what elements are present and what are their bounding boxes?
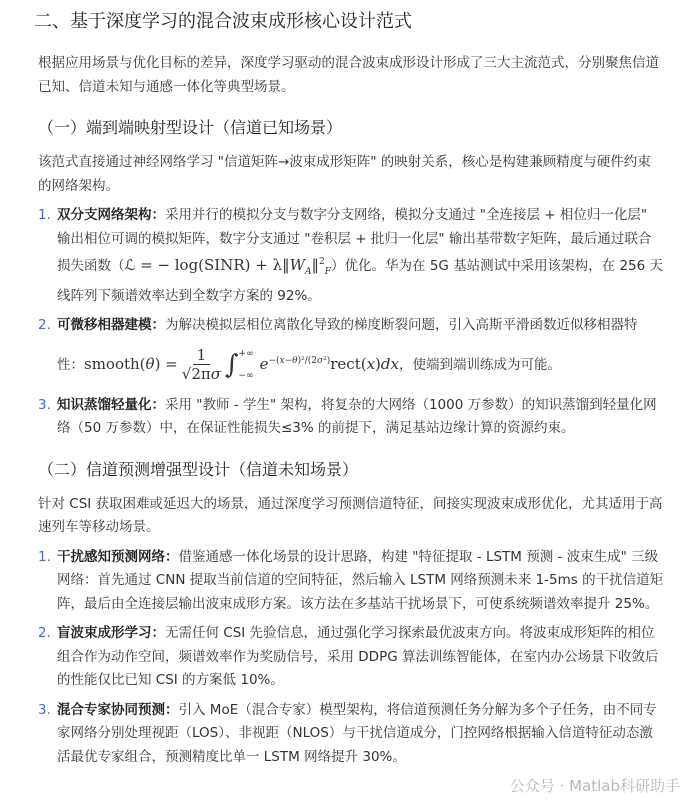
item-text: 采用 "教师 - 学生" 架构，将复杂的大网络（1000 万参数）的知识蒸馏到轻量化网络（50 万参数）中，在保证性能损失≤3% 的前提下，满足基站边缘计算的资源约束。	[57, 396, 657, 436]
item-text: ，使端到端训练成为可能。	[398, 356, 561, 373]
item-text: 为解决模拟层相位离散化导致的梯度断裂问题，引入高斯平滑函数近似移相器特性：	[57, 317, 638, 373]
item-label: 可微移相器建模：	[57, 317, 165, 333]
list-item	[38, 394, 664, 441]
watermark: 公众号 · Matlab科研助手	[509, 777, 680, 795]
list-item	[38, 314, 664, 388]
list-number: 2.	[38, 625, 51, 641]
intro-paragraph: 根据应用场景与优化目标的差异，深度学习驱动的混合波束成形设计形成了三大主流范式，分别聚焦信道已知、信道未知与通感一体化等典型场景。	[38, 55, 659, 95]
subsection-heading-2: （二）信道预测增强型设计（信道未知场景）	[38, 459, 359, 479]
item-label: 干扰感知预测网络：	[57, 548, 179, 565]
subsection-heading-1: （一）端到端映射型设计（信道已知场景）	[38, 118, 343, 137]
list-item	[38, 622, 664, 693]
item-text: 借鉴通感一体化场景的设计思路，构建 "特征提取 - LSTM 预测 - 波束生成" 三级网络：首先通过 CNN 提取当前信道的空间特征，然后输入 LSTM 网络预测未来 1-5ms 的干扰信道矩阵，最后由全连接层输出波束成形方案。该方法在多基站干扰场景下，可使系统频谱效率提升 25%。	[57, 548, 664, 612]
list-item	[38, 546, 664, 617]
item-label: 混合专家协同预测：	[57, 701, 179, 718]
subsection-paragraph-2: 针对 CSI 获取困难或延迟大的场景，通过深度学习预测信道特征，间接实现波束成形优化，尤其适用于高速列车等移动场景。	[38, 495, 663, 535]
item-text: 无需任何 CSI 先验信息，通过强化学习探索最优波束方向。将波束成形矩阵的相位组合作为动作空间，频谱效率作为奖励信号，采用 DDPG 算法训练智能体，在室内办公场景下收敛后的性能仅比已知 CSI 的方案低 10%。	[57, 625, 659, 688]
item-text: 引入 MoE（混合专家）模型架构，将信道预测任务分解为多个子任务，由不同专家网络分别处理视距（LOS）、非视距（NLOS）与干扰信道成分，门控网络根据输入信道特征动态激活最优专家组合，预测精度比单一 LSTM 网络提升 30%。	[57, 701, 657, 765]
list-number: 3.	[38, 396, 51, 413]
item-text: 采用并行的模拟分支与数字分支网络，模拟分支通过 "全连接层 + 相位归一化层" 输出相位可调的模拟矩阵，数字分支通过 "卷积层 + 批归一化层" 输出基带数字矩阵，最后通过联合损失函数（	[57, 207, 652, 274]
item-label: 双分支网络架构：	[57, 207, 165, 223]
smooth-formula: smooth(θ) = $\frac{1}{√2\pi\sigma}$ ∫ +∞ −∞ $e^{-(x-\theta)^2/(2\sigma^2)}rect(x)dx$	[84, 346, 399, 383]
list-number: 1.	[38, 207, 51, 223]
list-2	[38, 546, 664, 770]
subsection-paragraph-1: 该范式直接通过神经网络学习 "信道矩阵→波束成形矩阵" 的映射关系，核心是构建兼顾精度与硬件约束的网络架构。	[38, 154, 651, 194]
item-text: ）优化。华为在 5G 基站测试中采用该架构，在 256 天线阵列下频谱效率达到全数字方案的 92%。	[57, 258, 664, 304]
item-label: 知识蒸馏轻量化：	[57, 396, 165, 413]
list-number: 3.	[38, 701, 51, 718]
article	[34, 0, 680, 797]
list-number: 1.	[38, 548, 51, 565]
list-item	[38, 699, 664, 770]
list-1	[38, 204, 664, 441]
item-label: 盲波束成形学习：	[57, 625, 165, 641]
loss-formula: ℒ = − log(SINR) + $\lambda‖W_A‖^2_F$	[124, 256, 332, 277]
section-title: 二、基于深度学习的混合波束成形核心设计范式	[34, 11, 412, 32]
list-item	[38, 204, 664, 308]
list-number: 2.	[38, 317, 51, 333]
